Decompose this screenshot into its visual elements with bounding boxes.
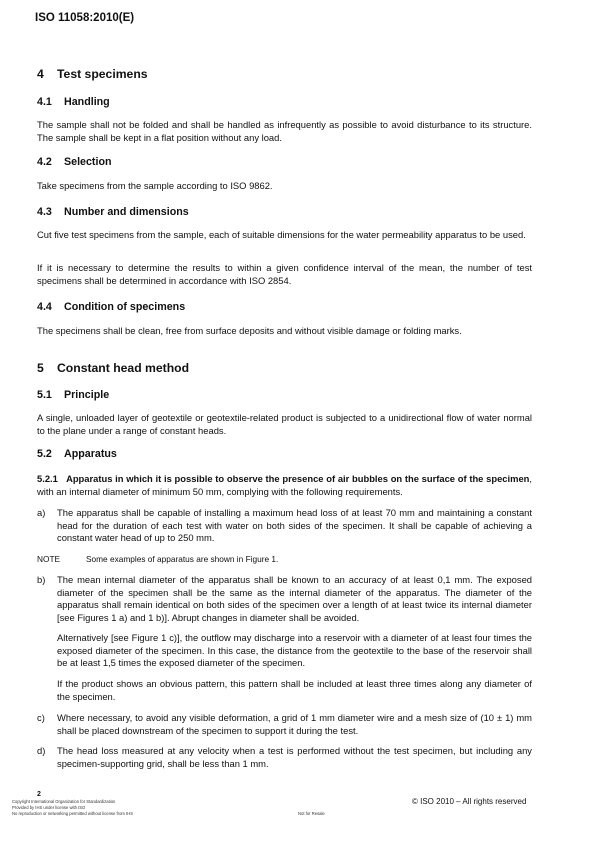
subclause-rest: , with an internal diameter of minimum 50 mm, complying with the following requirements. (37, 473, 532, 497)
section-4-3-heading (37, 206, 189, 218)
item-a-label: a) (37, 507, 46, 518)
note-text: Some examples of apparatus are shown in Figure 1. (86, 554, 279, 564)
section-number: 4.4 (37, 301, 52, 313)
page-number: 2 (37, 791, 41, 798)
section-4-3-text-1: Cut five test specimens from the sample, each of suitable dimensions for the water permeability apparatus to be used. (37, 229, 526, 240)
item-d-label: d) (37, 745, 46, 756)
section-number: 4.1 (37, 96, 52, 108)
license-note-1: Copyright International Organization for Standardization (12, 799, 116, 804)
section-5-2-1-text (37, 473, 532, 498)
section-5-1-text: A single, unloaded layer of geotextile or geotextile-related product is subjected to a unidirectional flow of water normal to the plane under a range of constant heads. (37, 412, 532, 436)
section-title: Handling (64, 96, 110, 108)
section-title: Principle (64, 389, 110, 401)
section-title: Condition of specimens (64, 301, 186, 313)
section-4-3-text-2: If it is necessary to determine the results to within a given confidence interval of the mean, the number of test specimens shall be determined in accordance with ISO 2854. (37, 262, 532, 286)
section-4-4-text: The specimens shall be clean, free from surface deposits and without visible damage or folding marks. (37, 325, 462, 336)
section-number: 5.2 (37, 448, 52, 460)
item-c-text: Where necessary, to avoid any visible deformation, a grid of 1 mm diameter wire and a mesh size of (10 ± 1) mm shall be placed downstream of the specimen to support it during the test. (57, 712, 532, 736)
section-5-2-heading (37, 448, 117, 460)
item-b-para-3: If the product shows an obvious pattern, this pattern shall be included at least three times along any diameter of the specimen. (57, 678, 532, 702)
section-4-1-heading (37, 96, 110, 108)
resale-note: Not for Resale (298, 811, 325, 816)
section-number: 4 (37, 67, 44, 81)
item-c-label: c) (37, 712, 45, 723)
section-title: Apparatus (64, 448, 117, 460)
item-d-text: The head loss measured at any velocity when a test is performed without the test specimen, but including any specimen-supporting grid, shall be less than 1 mm. (57, 745, 532, 769)
section-4-1-text: The sample shall not be folded and shall be handled as infrequently as possible to avoid disturbance to its structure. The sample shall be kept in a flat position without any load. (37, 119, 532, 143)
section-number: 4.2 (37, 156, 52, 168)
section-number: 4.3 (37, 206, 52, 218)
section-5-1-heading (37, 389, 109, 401)
license-note-2: Provided by IHS under license with ISO (12, 805, 86, 810)
item-b-para-2: Alternatively [see Figure 1 c)], the outflow may discharge into a reservoir with a diameter of at least four times the exposed diameter of the specimen. In this case, the distance from the geotextile to the base of the reservoir shall be at least 1,5 times the exposed diameter of the specimen. (57, 632, 532, 668)
section-4-2-text: Take specimens from the sample according to ISO 9862. (37, 180, 273, 191)
item-b-label: b) (37, 574, 46, 585)
subclause-title: Apparatus in which it is possible to observe the presence of air bubbles on the surface of the specimen (66, 473, 530, 484)
license-note-3: No reproduction or networking permitted without license from IHS (12, 811, 134, 816)
section-number: 5 (37, 361, 44, 375)
note-label: NOTE (37, 554, 61, 564)
section-4-2-heading (37, 156, 112, 168)
item-b-text: The mean internal diameter of the apparatus shall be known to an accuracy of at least 0,1 mm. The exposed diameter of the specimen shall be the same as the internal diameter of the apparatus. The diameter of the apparatus shall remain identical on both sides of the specimen over a length of at least twice its internal diameter [see Figures 1 a) and 1 b)]. Abrupt changes in diameter shall be avoided. (57, 574, 532, 623)
section-4-4-heading (37, 301, 185, 313)
section-4-heading (37, 67, 148, 81)
item-a-text: The apparatus shall be capable of installing a maximum head loss of at least 70 mm and maintaining a constant head for the duration of each test with water on both sides of the specimen. It shall be capable of achieving a constant water head of up to 250 mm. (57, 507, 532, 543)
note (37, 554, 278, 564)
section-title: Number and dimensions (64, 206, 189, 218)
section-title: Selection (64, 156, 112, 168)
section-5-heading (37, 361, 189, 375)
section-title: Test specimens (57, 67, 148, 81)
copyright-notice: © ISO 2010 – All rights reserved (412, 797, 527, 806)
section-number: 5.1 (37, 389, 52, 401)
subclause-number: 5.2.1 (37, 473, 58, 484)
document-header: ISO 11058:2010(E) (35, 12, 135, 24)
section-title: Constant head method (57, 361, 190, 375)
